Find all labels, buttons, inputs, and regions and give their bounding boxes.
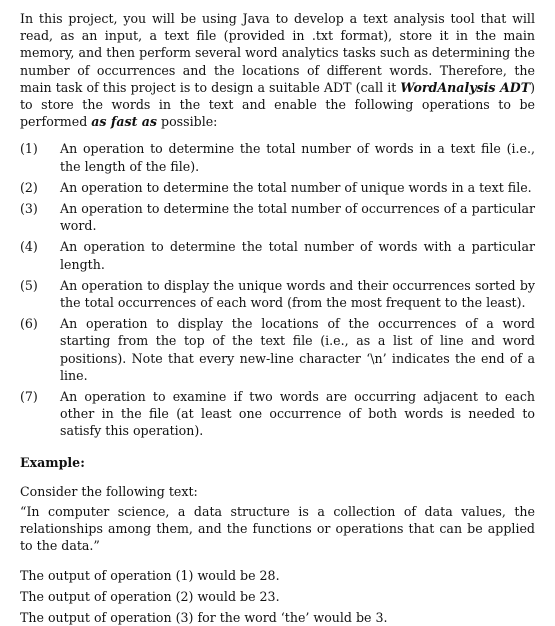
- operation-item: [20, 200, 535, 234]
- example-consider: Consider the following text:: [20, 483, 198, 499]
- adt-name: WordAnalysis ADT: [400, 79, 531, 95]
- intro-emphasis: as fast as: [91, 114, 158, 130]
- operation-item: [20, 179, 535, 196]
- operation-text: An operation to display the locations of the occurrences of a word starting from the top of the text file (i.e., as a list of line and word positions). Note that every new-line character ‘\n’ indicates the end of a line.: [60, 316, 535, 383]
- operation-text: An operation to determine the total number of unique words in a text file.: [60, 179, 532, 195]
- operation-text: An operation to determine the total number of words with a particular length.: [60, 239, 535, 272]
- operation-text: An operation to determine the total number of occurrences of a particular word.: [60, 201, 535, 234]
- operation-number: (1): [20, 141, 38, 157]
- operation-item: [20, 140, 535, 174]
- operation-item: [20, 315, 535, 384]
- intro-text-2: ) to store the words in the text and enable the following operations to be performed: [20, 79, 535, 130]
- intro-text-3: possible:: [157, 114, 218, 130]
- operation-number: (4): [20, 239, 38, 255]
- operation-text: An operation to determine the total number of words in a text file (i.e., the length of the file).: [60, 141, 535, 174]
- example-heading: Example:: [20, 454, 85, 470]
- example-outputs: [20, 567, 535, 626]
- intro-text-1: In this project, you will be using Java to develop a text analysis tool that will read, as an input, a text file (provided in .txt format), store it in the main memory, and then perform several word analytics tasks such as determining the number of occurrences and the locations of different words. Therefore, the main task of this project is to design a suitable ADT (call it: [20, 11, 535, 95]
- operation-item: [20, 388, 535, 440]
- operation-number: (5): [20, 277, 38, 293]
- operations-list: [20, 140, 535, 439]
- example-output-line: The output of operation (1) would be 28.: [20, 567, 280, 583]
- operation-number: (7): [20, 389, 38, 405]
- example-output-line: The output of operation (2) would be 23.: [20, 588, 280, 604]
- operation-number: (3): [20, 201, 38, 217]
- operation-text: An operation to display the unique words and their occurrences sorted by the total occurrences of each word (from the most frequent to the least).: [60, 277, 535, 311]
- intro-paragraph: [20, 10, 535, 130]
- operation-number: (2): [20, 179, 38, 195]
- example-output-line: The output of operation (3) for the word ‘the’ would be 3.: [20, 610, 388, 626]
- operation-number: (6): [20, 316, 38, 332]
- operation-item: [20, 277, 535, 311]
- example-quote: “In computer science, a data structure is a collection of data values, the relationships among them, and the functions or operations that can be applied to the data.”: [20, 504, 535, 554]
- operation-item: [20, 238, 535, 272]
- operation-text: An operation to examine if two words are occurring adjacent to each other in the file (at least one occurrence of both words is needed to satisfy this operation).: [60, 389, 535, 439]
